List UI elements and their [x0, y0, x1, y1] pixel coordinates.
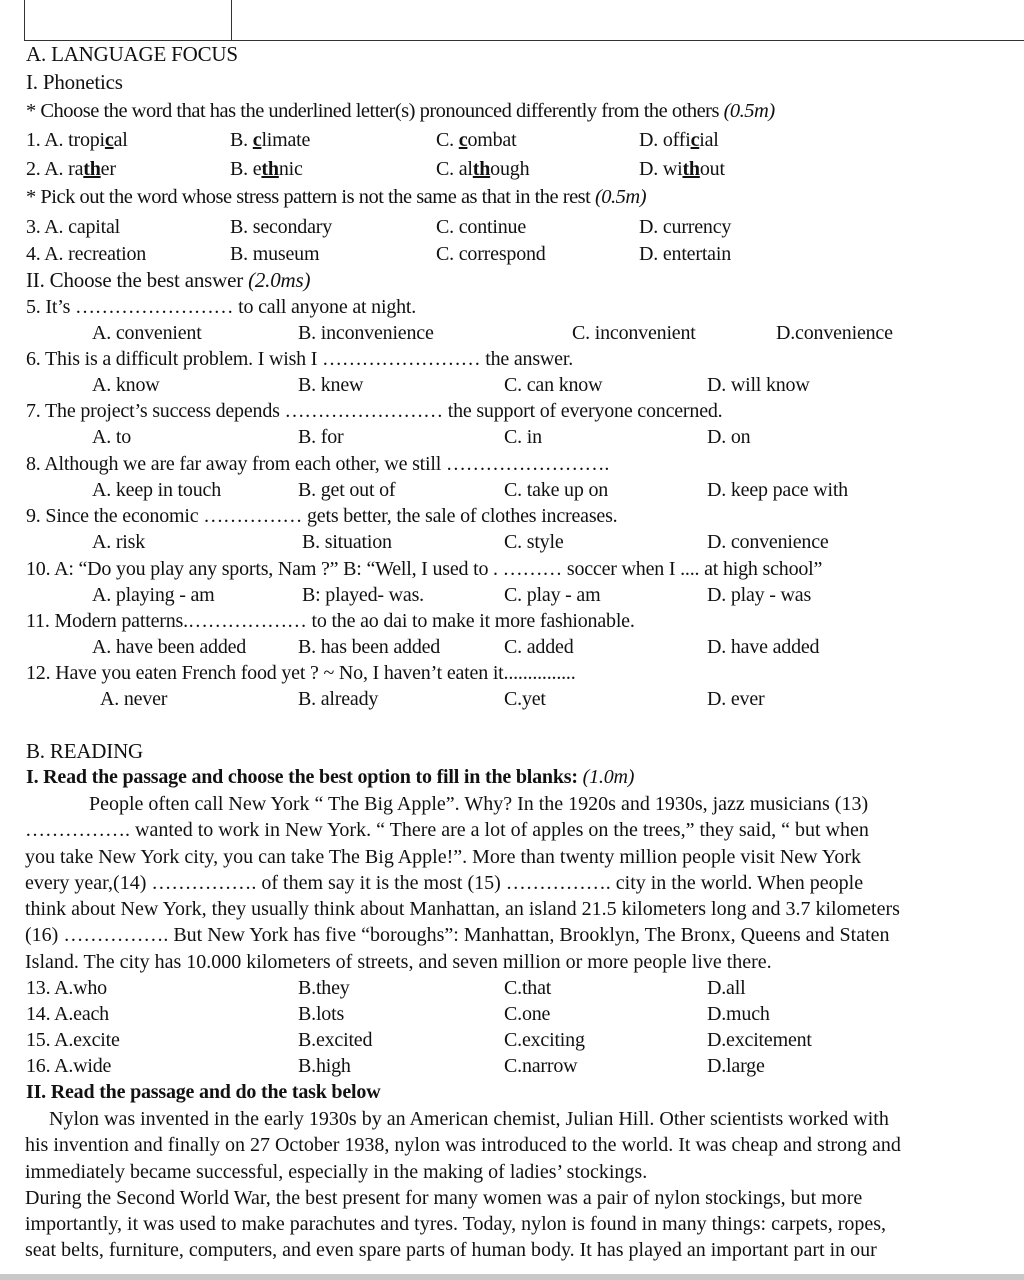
q12-option-b: B. already — [298, 688, 379, 710]
q13-option-b: B.they — [298, 977, 350, 999]
q7-option-c: C. in — [504, 426, 542, 448]
phonetics-instruction-2: * Pick out the word whose stress pattern is not the same as that in the rest (0.5m) — [26, 186, 647, 208]
section-a-title: A. LANGUAGE FOCUS — [26, 42, 238, 66]
question-5-stem: 5. It’s …………………… to call anyone at night. — [26, 296, 417, 318]
q8-option-b: B. get out of — [298, 479, 396, 501]
q2-option-d: D. without — [639, 158, 725, 180]
q1-option-a: 1. A. tropical — [26, 129, 128, 151]
question-8-stem: 8. Although we are far away from each other, we still ……………………. — [26, 453, 610, 475]
question-9-stem: 9. Since the economic …………… gets better, the sale of clothes increases. — [26, 505, 618, 527]
q11-option-b: B. has been added — [298, 636, 441, 658]
q1-option-d: D. official — [639, 129, 719, 151]
reading-part-2-heading: II. Read the passage and do the task below — [26, 1081, 381, 1103]
page-bottom-edge — [0, 1274, 1024, 1280]
q4-option-c: C. correspond — [436, 243, 546, 265]
q2-option-a: 2. A. rather — [26, 158, 116, 180]
q10-option-a: A. playing - am — [92, 584, 215, 606]
q10-option-d: D. play - was — [707, 584, 812, 606]
q8-option-c: C. take up on — [504, 479, 609, 501]
question-12-stem: 12. Have you eaten French food yet ? ~ No, I haven’t eaten it............... — [26, 662, 576, 684]
q9-option-d: D. convenience — [707, 531, 829, 553]
q14-option-c: C.one — [504, 1003, 551, 1025]
q5-option-a: A. convenient — [92, 322, 202, 344]
q9-option-a: A. risk — [92, 531, 146, 553]
q1-option-c: C. combat — [436, 129, 517, 151]
question-10-stem: 10. A: “Do you play any sports, Nam ?” B: “Well, I used to . ……… soccer when I .... at high school” — [26, 558, 823, 580]
passage-1-line: (16) ……………. But New York has five “boroughs”: Manhattan, Brooklyn, The Bronx, Queens and Staten — [25, 924, 890, 947]
q8-option-a: A. keep in touch — [92, 479, 221, 501]
passage-2-line: immediately became successful, especially in the making of ladies’ stockings. — [25, 1160, 648, 1183]
passage-1-line: Island. The city has 10.000 kilometers of streets, and seven million or more people live there. — [25, 950, 772, 973]
choose-best-answer-heading: II. Choose the best answer (2.0ms) — [26, 268, 311, 292]
q11-option-c: C. added — [504, 636, 574, 658]
q2-option-c: C. although — [436, 158, 530, 180]
q10-option-c: C. play - am — [504, 584, 601, 606]
q4-option-b: B. museum — [230, 243, 320, 265]
q13-option-d: D.all — [707, 977, 746, 999]
q3-option-c: C. continue — [436, 216, 527, 238]
q1-option-b: B. climate — [230, 129, 311, 151]
question-11-stem: 11. Modern patterns.……………… to the ao dai to make it more fashionable. — [26, 610, 635, 632]
q6-option-d: D. will know — [707, 374, 810, 396]
q3-option-d: D. currency — [639, 216, 732, 238]
q12-option-a: A. never — [100, 688, 168, 710]
question-6-stem: 6. This is a difficult problem. I wish I …………………… the answer. — [26, 348, 573, 370]
header-table-cell — [24, 0, 232, 40]
q11-option-d: D. have added — [707, 636, 820, 658]
q6-option-a: A. know — [92, 374, 160, 396]
passage-1-line: ……………. wanted to work in New York. “ There are a lot of apples on the trees,” they said, “ but when — [25, 819, 869, 842]
passage-2-line: seat belts, furniture, computers, and even spare parts of human body. It has played an important part in our — [25, 1239, 877, 1262]
q7-option-d: D. on — [707, 426, 751, 448]
q5-option-c: C. inconvenient — [572, 322, 696, 344]
passage-2-line: his invention and finally on 27 October 1938, nylon was introduced to the world. It was cheap and strong and — [25, 1134, 901, 1157]
q8-option-d: D. keep pace with — [707, 479, 848, 501]
passage-1-line: every year,(14) ……………. of them say it is the most (15) ……………. city in the world. When people — [25, 871, 864, 894]
q6-option-c: C. can know — [504, 374, 603, 396]
q16-option-b: B.high — [298, 1055, 351, 1077]
q13-option-c: C.that — [504, 977, 552, 999]
q12-option-d: D. ever — [707, 688, 765, 710]
section-b-title: B. READING — [26, 739, 143, 763]
phonetics-instruction-1: * Choose the word that has the underlined letter(s) pronounced differently from the others (0.5m) — [26, 100, 775, 122]
q14-option-d: D.much — [707, 1003, 770, 1025]
q6-option-b: B. knew — [298, 374, 364, 396]
q2-option-b: B. ethnic — [230, 158, 303, 180]
q5-option-b: B. inconvenience — [298, 322, 434, 344]
passage-1-line: you take New York city, you can take The Big Apple!”. More than twenty million people visit New York — [25, 845, 861, 868]
question-7-stem: 7. The project’s success depends …………………… the support of everyone concerned. — [26, 400, 723, 422]
q15-option-d: D.excitement — [707, 1029, 812, 1051]
passage-1-line: People often call New York “ The Big Apple”. Why? In the 1920s and 1930s, jazz musicians (13) — [89, 793, 869, 815]
q4-option-a: 4. A. recreation — [26, 243, 147, 265]
q5-option-d: D.convenience — [776, 322, 893, 344]
phonetics-heading: I. Phonetics — [26, 70, 123, 94]
reading-passage-1 — [25, 791, 1024, 975]
passage-1-line: think about New York, they usually think about Manhattan, an island 21.5 kilometers long and 3.7 kilometers — [25, 898, 900, 921]
q7-option-b: B. for — [298, 426, 344, 448]
reading-part-1-heading: I. Read the passage and choose the best option to fill in the blanks: (1.0m) — [26, 766, 635, 788]
passage-2-line: importantly, it was used to make parachutes and tyres. Today, nylon is found in many things: carpets, ropes, — [25, 1213, 887, 1236]
q7-option-a: A. to — [92, 426, 132, 448]
reading-passage-2 — [25, 1106, 1024, 1264]
q9-option-b: B. situation — [302, 531, 392, 553]
q10-option-b: B: played- was. — [302, 584, 424, 606]
q15-option-b: B.excited — [298, 1029, 373, 1051]
q16-option-c: C.narrow — [504, 1055, 578, 1077]
q9-option-c: C. style — [504, 531, 564, 553]
q15-option-c: C.exciting — [504, 1029, 585, 1051]
passage-2-line: During the Second World War, the best present for many women was a pair of nylon stockings, but more — [25, 1186, 863, 1209]
q3-option-b: B. secondary — [230, 216, 333, 238]
q14-option-a: 14. A.each — [26, 1003, 109, 1025]
q4-option-d: D. entertain — [639, 243, 732, 265]
q3-option-a: 3. A. capital — [26, 216, 121, 238]
q13-option-a: 13. A.who — [26, 977, 107, 999]
q12-option-c: C.yet — [504, 688, 546, 710]
q16-option-a: 16. A.wide — [26, 1055, 112, 1077]
passage-2-line: Nylon was invented in the early 1930s by an American chemist, Julian Hill. Other scientists worked with — [49, 1108, 889, 1130]
q14-option-b: B.lots — [298, 1003, 345, 1025]
q15-option-a: 15. A.excite — [26, 1029, 120, 1051]
q16-option-d: D.large — [707, 1055, 765, 1077]
q11-option-a: A. have been added — [92, 636, 247, 658]
